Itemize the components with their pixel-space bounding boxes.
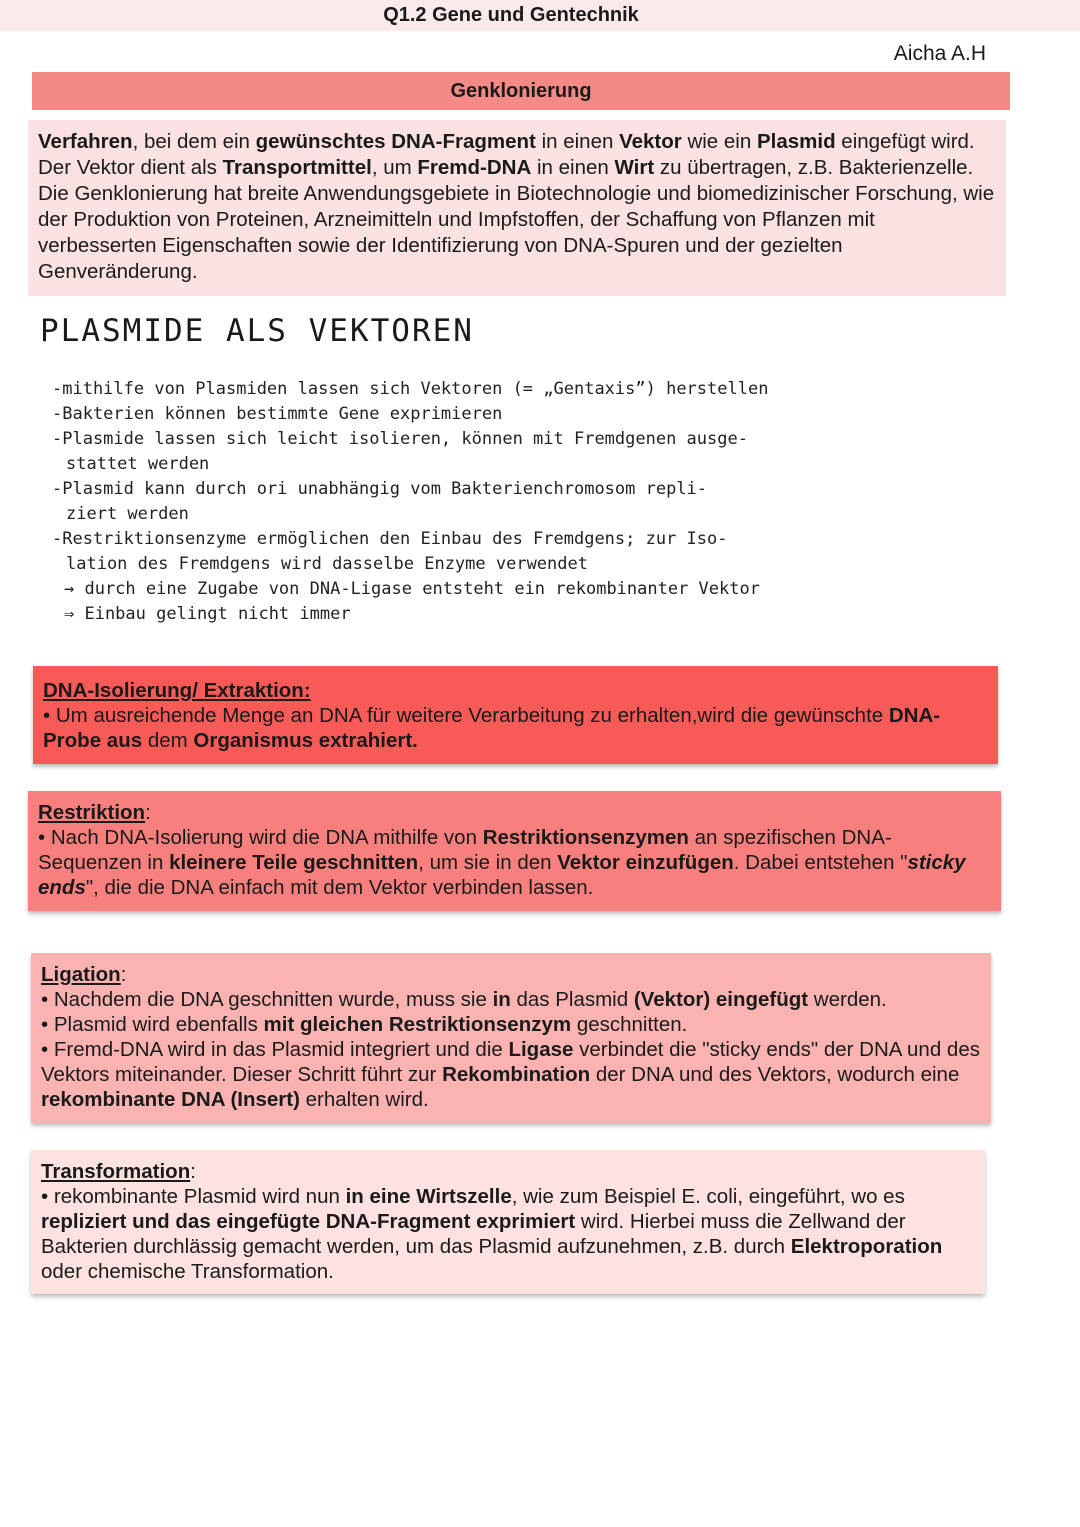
note-line: → durch eine Zugabe von DNA-Ligase entsteht ein rekombinanter Vektor [64, 579, 760, 599]
note-line: -mithilfe von Plasmiden lassen sich Vektoren (= „Gentaxis”) herstellen [52, 379, 769, 399]
note-line: -Plasmide lassen sich leicht isolieren, können mit Fremdgenen ausge- [52, 429, 748, 449]
document-title: Q1.2 Gene und Gentechnik [383, 4, 639, 26]
note-line: -Bakterien können bestimmte Gene exprimieren [52, 404, 503, 424]
term-verfahren: Verfahren [38, 130, 133, 153]
transformation-text: • rekombinante Plasmid wird nun in eine Wirtszelle, wie zum Beispiel E. coli, eingeführt, wo es repliziert und das eingefügte DNA-Fragment exprimiert wird. Hierbei muss die Zellwand der Bakterien durchlässig gemacht werden, um das Plasmid aufzunehmen, z.B. durch Elektroporation oder chemische Transformation. [41, 1185, 943, 1283]
definition-box [28, 120, 1006, 296]
restriction-box: Restriktion: • Nach DNA-Isolierung wird die DNA mithilfe von Restriktionsenzymen an spezifischen DNA-Sequenzen in kleinere Teile geschnitten, um sie in den Vektor einzufügen. Dabei entstehen "sticky ends", die die DNA einfach mit dem Vektor verbinden lassen. [28, 791, 1001, 911]
section-title: Genklonierung [450, 80, 592, 102]
definition-text: Verfahren, bei dem ein gewünschtes DNA-Fragment in einen Vektor wie ein Plasmid eingefügt wird. Der Vektor dient als Transportmittel, um Fremd-DNA in einen Wirt zu übertragen, z.B. Bakterienzelle. Die Genklonierung hat breite Anwendungsgebiete in Biotechnologie und biomedizinischer Forschung, wie der Produktion von Proteinen, Arzneimitteln und Impfstoffen, der Schaffung von Pflanzen mit verbesserten Eigenschaften sowie der Identifizierung von DNA-Spuren und der gezielten Genveränderung. [38, 130, 995, 283]
handwritten-notes [52, 377, 872, 627]
note-line: stattet werden [66, 454, 210, 474]
transformation-heading: Transformation [41, 1160, 191, 1183]
note-line: ziert werden [66, 504, 189, 524]
restriction-heading: Restriktion [38, 801, 146, 824]
ligation-heading: Ligation [41, 963, 121, 986]
ligation-box: Ligation: • Nachdem die DNA geschnitten wurde, muss sie in das Plasmid (Vektor) eingefügt werden. • Plasmid wird ebenfalls mit gleichen Restriktionsenzym geschnitten. • Fremd-DNA wird in das Plasmid integriert und die Ligase verbindet die "sticky ends" der DNA und des Vektors miteinander. Dieser Schritt führt zur Rekombination der DNA und des Vektors, wodurch eine rekombinante DNA (Insert) erhalten wird. [31, 953, 991, 1123]
isolation-heading: DNA-Isolierung/ Extraktion: [43, 679, 311, 702]
note-line: lation des Fremdgens wird dasselbe Enzyme verwendet [66, 554, 588, 574]
section-header [32, 72, 1010, 110]
transformation-box: Transformation: • rekombinante Plasmid wird nun in eine Wirtszelle, wie zum Beispiel E. coli, eingeführt, wo es repliziert und das eingefügte DNA-Fragment exprimiert wird. Hierbei muss die Zellwand der Bakterien durchlässig gemacht werden, um das Plasmid aufzunehmen, z.B. durch Elektroporation oder chemische Transformation. [31, 1150, 985, 1294]
note-line: ⇒ Einbau gelingt nicht immer [64, 604, 351, 624]
top-bar [0, 0, 1080, 31]
restriction-text: • Nach DNA-Isolierung wird die DNA mithilfe von Restriktionsenzymen an spezifischen DNA-Sequenzen in kleinere Teile geschnitten, um sie in den Vektor einzufügen. Dabei entstehen "sticky ends", die die DNA einfach mit dem Vektor verbinden lassen. [38, 826, 966, 899]
isolation-text: • Um ausreichende Menge an DNA für weitere Verarbeitung zu erhalten,wird die gewünschte DNA-Probe aus dem Organismus extrahiert. [43, 704, 941, 752]
note-line: -Restriktionsenzyme ermöglichen den Einbau des Fremdgens; zur Iso- [52, 529, 728, 549]
handwritten-title: PLASMIDE ALS VEKTOREN [40, 313, 474, 349]
ligation-point-3: • Fremd-DNA wird in das Plasmid integriert und die Ligase verbindet die "sticky ends" der DNA und des Vektors miteinander. Dieser Schritt führt zur Rekombination der DNA und des Vektors, wodurch eine rekombinante DNA (Insert) erhalten wird. [41, 1038, 980, 1111]
note-line: -Plasmid kann durch ori unabhängig vom Bakterienchromosom repli- [52, 479, 708, 499]
ligation-point-1: • Nachdem die DNA geschnitten wurde, muss sie in das Plasmid (Vektor) eingefügt werden. [41, 988, 887, 1011]
author-name: Aicha A.H [893, 42, 986, 65]
isolation-box [33, 666, 998, 764]
ligation-point-2: • Plasmid wird ebenfalls mit gleichen Restriktionsenzym geschnitten. [41, 1013, 688, 1036]
